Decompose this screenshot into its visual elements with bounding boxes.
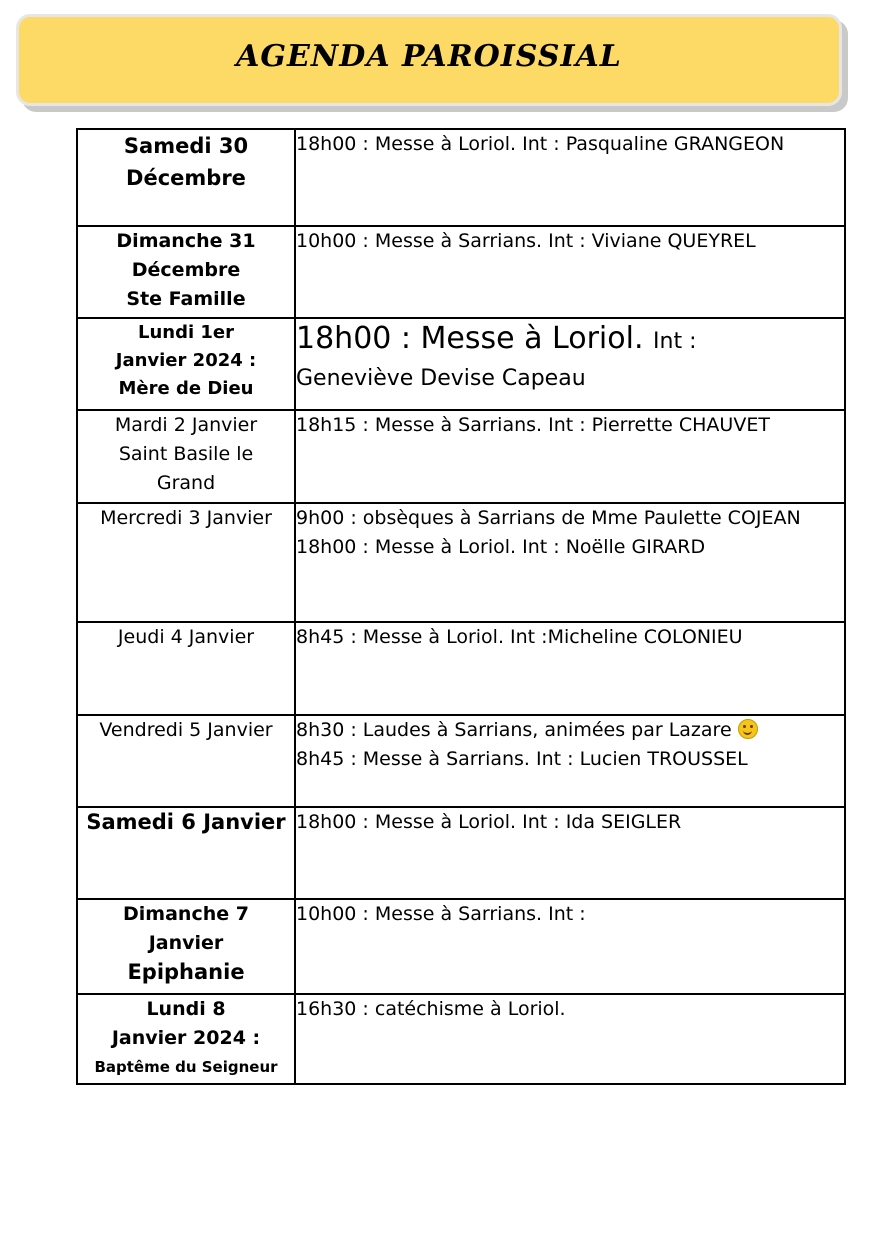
event-int: Int : (653, 329, 697, 354)
day-line: Baptême du Seigneur (94, 1058, 278, 1076)
day-line: Jeudi 4 Janvier (117, 626, 255, 648)
day-line: Lundi 8 (146, 998, 226, 1020)
events-cell (295, 503, 845, 622)
events-cell (295, 622, 845, 715)
events-cell (295, 994, 845, 1084)
title-banner (16, 14, 842, 106)
event-text: 8h30 : Laudes à Sarrians, animées par Lazare (296, 719, 732, 741)
agenda-row (77, 226, 845, 318)
event-line: 8h45 : Messe à Loriol. Int :Micheline COLONIEU (296, 626, 743, 648)
day-line: Décembre (126, 166, 246, 190)
day-cell (77, 410, 295, 503)
agenda-row (77, 318, 845, 410)
event-line: 18h15 : Messe à Sarrians. Int : Pierrette CHAUVET (296, 414, 770, 436)
day-cell (77, 318, 295, 410)
agenda-table (76, 128, 846, 1085)
events-cell (295, 715, 845, 807)
day-line: Vendredi 5 Janvier (99, 719, 273, 741)
event-line: 8h45 : Messe à Sarrians. Int : Lucien TROUSSEL (296, 748, 748, 770)
agenda-row (77, 899, 845, 994)
event-line: 18h00 : Messe à Loriol. Int : Pasqualine GRANGEON (296, 133, 785, 155)
agenda-row (77, 503, 845, 622)
day-cell (77, 807, 295, 899)
day-cell (77, 994, 295, 1084)
day-line: Dimanche 31 (116, 230, 256, 252)
agenda-row (77, 807, 845, 899)
day-line: Mardi 2 Janvier (114, 414, 258, 436)
agenda-row (77, 994, 845, 1084)
agenda-row (77, 715, 845, 807)
event-line: 18h00 : Messe à Loriol. Int : Ida SEIGLER (296, 811, 682, 833)
event-line: 16h30 : catéchisme à Loriol. (296, 998, 566, 1020)
day-line: Janvier (148, 932, 224, 954)
event-line: 10h00 : Messe à Sarrians. Int : Viviane QUEYREL (296, 230, 756, 252)
events-cell (295, 807, 845, 899)
day-line: Janvier 2024 : (111, 1027, 261, 1049)
events-cell (295, 318, 845, 410)
day-line: Samedi 30 (123, 134, 249, 158)
day-line: Grand (156, 472, 216, 494)
agenda-row (77, 410, 845, 503)
day-line: Dimanche 7 (123, 903, 249, 925)
day-line: Epiphanie (127, 960, 245, 984)
day-cell (77, 503, 295, 622)
day-cell (77, 129, 295, 226)
day-line: Mercredi 3 Janvier (100, 507, 272, 529)
day-cell (77, 715, 295, 807)
day-line: Janvier 2024 : (115, 350, 257, 371)
day-line: Samedi 6 Janvier (86, 810, 286, 834)
day-cell (77, 622, 295, 715)
event-line: 10h00 : Messe à Sarrians. Int : (296, 903, 586, 925)
day-line: Saint Basile le (118, 443, 254, 465)
event-line: 18h00 : Messe à Loriol. Int : Noëlle GIRARD (296, 536, 706, 558)
events-cell (295, 226, 845, 318)
event-line: Geneviève Devise Capeau (296, 366, 586, 391)
day-line: Ste Famille (126, 288, 246, 310)
event-main: 18h00 : Messe à Loriol. (296, 321, 644, 356)
event-line: 9h00 : obsèques à Sarrians de Mme Paulette COJEAN (296, 507, 801, 529)
events-cell (295, 410, 845, 503)
event-line (296, 319, 844, 362)
agenda-row (77, 129, 845, 226)
smiley-face-icon (738, 719, 758, 739)
day-line: Décembre (131, 259, 241, 281)
agenda-row (77, 622, 845, 715)
events-cell (295, 129, 845, 226)
page-title: AGENDA PAROISSIAL (236, 38, 622, 74)
day-line: Lundi 1er (137, 322, 235, 343)
event-line (296, 716, 844, 745)
day-cell (77, 226, 295, 318)
day-line: Mère de Dieu (118, 378, 254, 399)
day-cell (77, 899, 295, 994)
events-cell (295, 899, 845, 994)
